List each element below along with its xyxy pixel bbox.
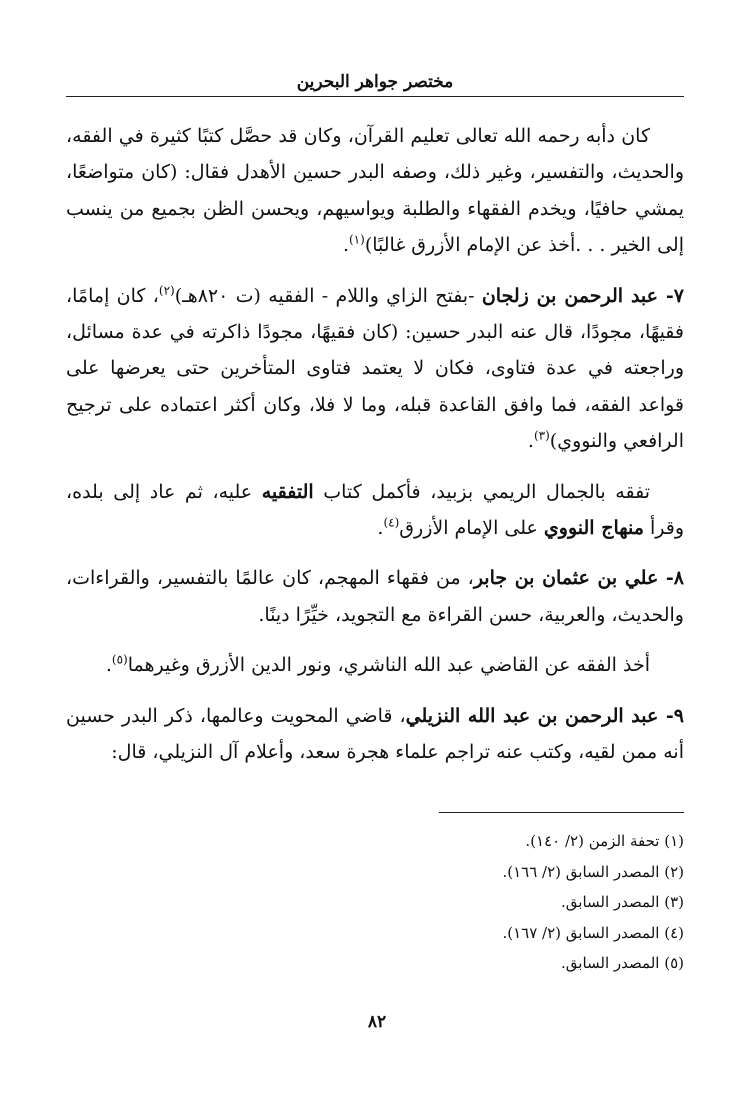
footnotes bbox=[70, 826, 684, 979]
footnote-2: (٢) المصدر السابق (٢/ ١٦٦). bbox=[502, 862, 684, 881]
paragraph-end: . bbox=[342, 234, 349, 257]
footnote-5: (٥) المصدر السابق. bbox=[561, 954, 684, 973]
paragraph-1 bbox=[66, 118, 684, 264]
paragraph-text: تفقه بالجمال الريمي بزبيد، فأكمل كتاب bbox=[313, 480, 650, 503]
entry-text: -بفتح الزاي واللام - الفقيه (ت ٨٢٠هـ) bbox=[174, 284, 482, 307]
paragraph-text: عليه، ثم عاد إلى بلده، وقرأ bbox=[66, 480, 684, 540]
book-title: منهاج النووي bbox=[543, 517, 644, 540]
running-head: مختصر جواهر البحرين bbox=[66, 72, 684, 97]
footnote-ref: (٢) bbox=[158, 283, 175, 298]
footnote-1: (١) تحفة الزمن (٢/ ١٤٠). bbox=[525, 832, 684, 850]
footnote-ref: (٤) bbox=[383, 515, 400, 530]
paragraph-text: أخذ الفقه عن القاضي عبد الله الناشري، ونور الدين الأزرق وغيرهما bbox=[127, 654, 650, 677]
book-title: التفقيه bbox=[261, 480, 314, 503]
entry-heading: ٩- عبد الرحمن بن عبد الله النزيلي bbox=[405, 704, 684, 727]
entry-7 bbox=[66, 278, 684, 460]
main-text bbox=[66, 118, 684, 785]
footnote-4: (٤) المصدر السابق (٢/ ١٦٧). bbox=[502, 923, 684, 942]
entry-9 bbox=[66, 698, 684, 771]
entry-heading: ٧- عبد الرحمن بن زلجان bbox=[481, 284, 684, 307]
paragraph-text: كان دأبه رحمه الله تعالى تعليم القرآن، وكان قد حصَّل كتبًا كثيرة في الفقه، والحديث، والتفسير، وغير ذلك، وصفه البدر حسين الأهدل فقال: (كان متواضعًا، يمشي حافيًا، ويخدم الفقهاء والطلبة ويواسيهم، ويحسن الظن بجميع من ينسب إلى الخير . . .أخذ عن الإمام الأزرق غالبًا) bbox=[66, 125, 684, 257]
entry-heading: ٨- علي بن عثمان بن جابر bbox=[473, 567, 684, 590]
paragraph-2 bbox=[66, 474, 684, 547]
entry-text-cont: ، كان إمامًا، فقيهًا، مجودًا، قال عنه البدر حسين: (كان فقيهًا، مجودًا ذاكرته في عدة مسائل، وراجعته في عدة فتاوى، فكان لا يعتمد فتاوى المتأخرين حتى يعرضها على قواعد الفقه، فما وافق القاعدة قبله، وما لا فلا، وكان أكثر اعتماده على ترجيح الرافعي والنووي) bbox=[66, 284, 684, 453]
entry-text: ، من فقهاء المهجم، كان عالمًا بالتفسير، والقراءات، والحديث، والعربية، حسن القراءة مع التجويد، خيِّرًا دينًا. bbox=[66, 567, 684, 626]
paragraph-end: . bbox=[377, 517, 384, 540]
footnote-ref: (٣) bbox=[533, 428, 550, 443]
paragraph-3 bbox=[66, 647, 684, 683]
paragraph-end: . bbox=[105, 654, 112, 677]
footnote-ref: (١) bbox=[348, 232, 365, 247]
entry-end: . bbox=[527, 430, 534, 453]
footnote-ref: (٥) bbox=[111, 652, 128, 667]
footnote-3: (٣) المصدر السابق. bbox=[561, 893, 684, 912]
entry-text: ، قاضي المحويت وعالمها، ذكر البدر حسين أنه ممن لقيه، وكتب عنه تراجم علماء هجرة سعد، وأعلام آل النزيلي، قال: bbox=[66, 704, 684, 764]
footnote-separator bbox=[439, 812, 684, 813]
paragraph-text: على الإمام الأزرق bbox=[399, 517, 544, 540]
entry-8 bbox=[66, 560, 684, 633]
page-number: ٨٢ bbox=[367, 1012, 387, 1032]
